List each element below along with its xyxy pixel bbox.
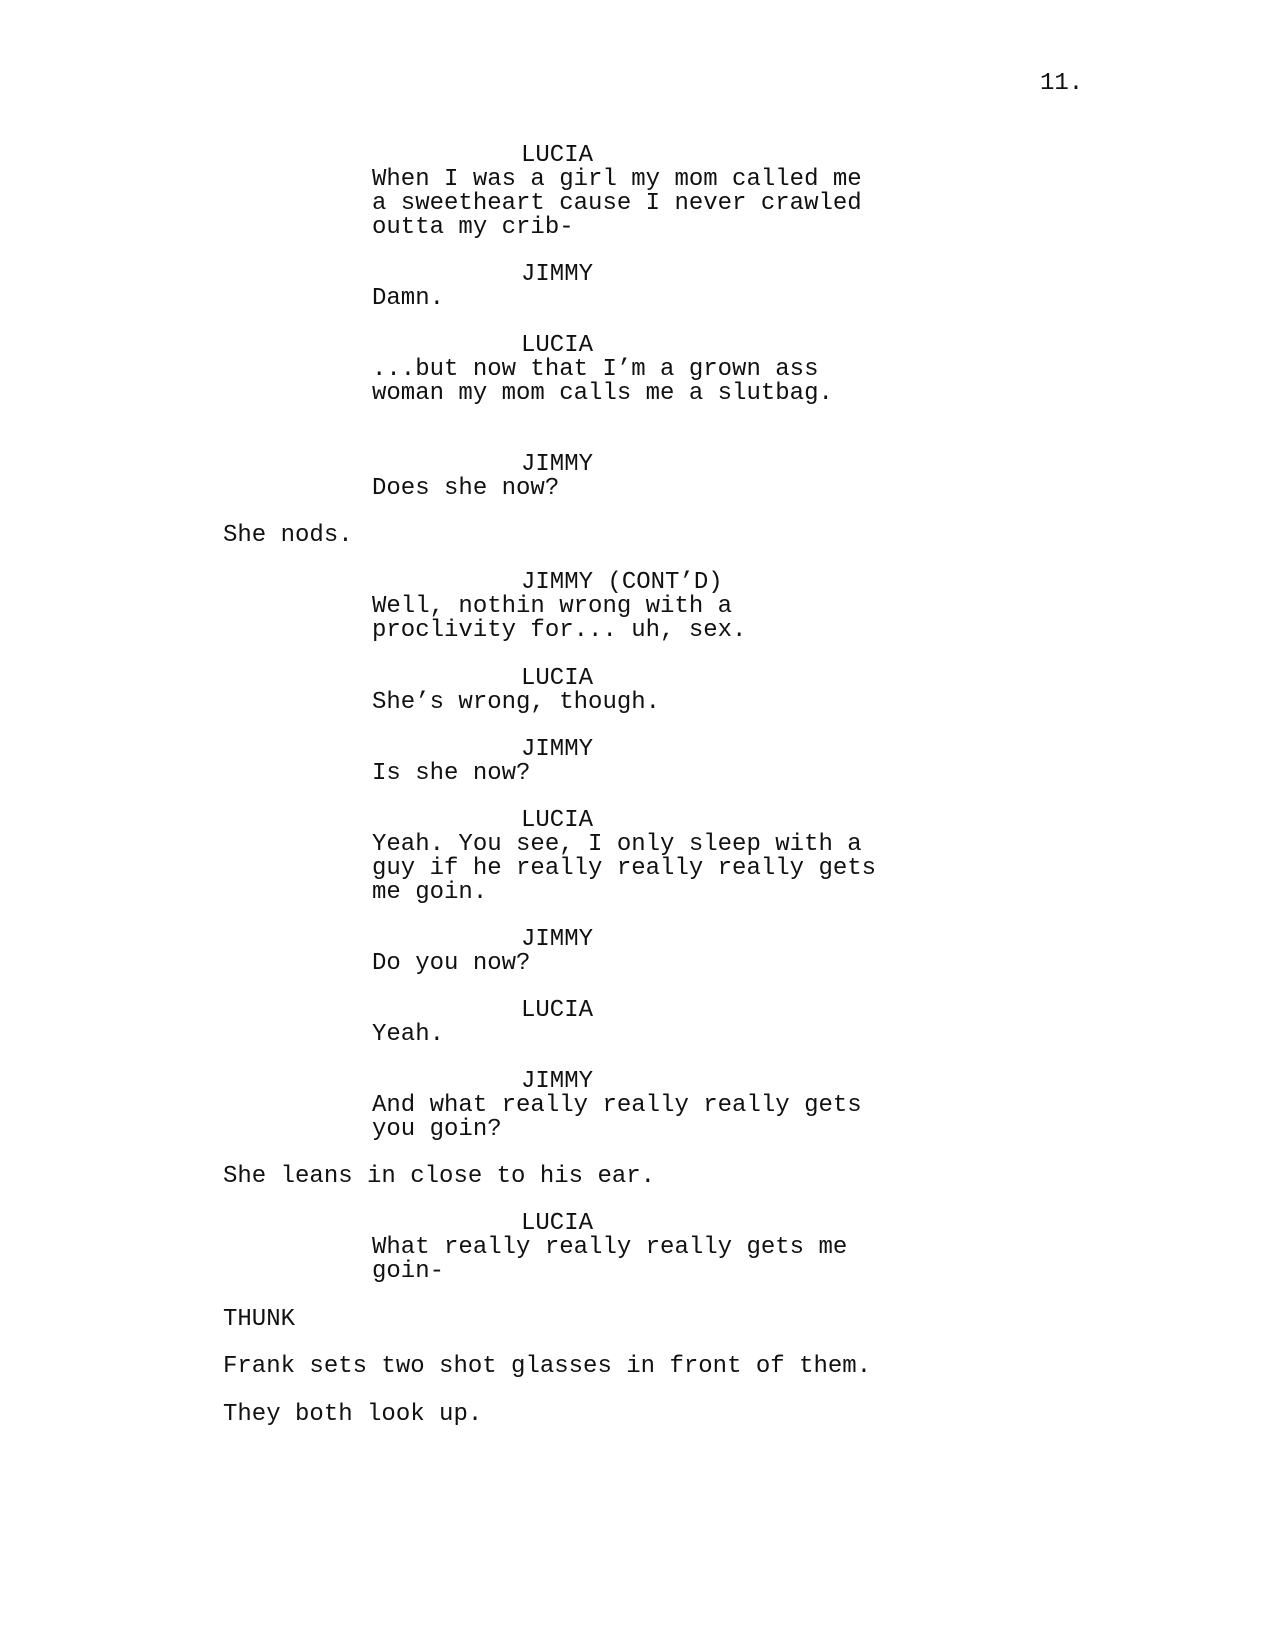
page-number: 11. [1040,70,1084,97]
action-line: THUNK [223,1306,296,1333]
character-name: LUCIA [521,997,594,1024]
character-name: JIMMY [521,736,594,763]
action-line: They both look up. [223,1401,483,1428]
dialogue-text: Yeah. You see, I only sleep with a guy if he really really really gets me goin. [372,831,877,907]
character-name: JIMMY [521,926,594,953]
dialogue-text: Does she now? [372,475,560,502]
character-name: JIMMY (CONT’D) [521,569,723,596]
dialogue-text: Damn. [372,285,445,312]
action-line: Frank sets two shot glasses in front of them. [223,1353,872,1380]
action-line: She nods. [223,522,353,549]
character-name: LUCIA [521,665,594,692]
dialogue-text: And what really really really gets you goin? [372,1092,862,1144]
character-name: LUCIA [521,807,594,834]
dialogue-text: She’s wrong, though. [372,689,661,716]
dialogue-text: Do you now? [372,950,531,977]
action-line: She leans in close to his ear. [223,1163,656,1190]
dialogue-text: Well, nothin wrong with a proclivity for... uh, sex. [372,593,747,645]
character-name: LUCIA [521,332,594,359]
character-name: LUCIA [521,1210,594,1237]
character-name: JIMMY [521,261,594,288]
character-name: LUCIA [521,142,594,169]
dialogue-text: ...but now that I’m a grown ass woman my mom calls me a slutbag. [372,356,833,408]
dialogue-text: What really really really gets me goin- [372,1234,848,1286]
character-name: JIMMY [521,451,594,478]
dialogue-text: Yeah. [372,1021,445,1048]
character-name: JIMMY [521,1068,594,1095]
dialogue-text: Is she now? [372,760,531,787]
dialogue-text: When I was a girl my mom called me a sweetheart cause I never crawled outta my crib- [372,166,862,242]
